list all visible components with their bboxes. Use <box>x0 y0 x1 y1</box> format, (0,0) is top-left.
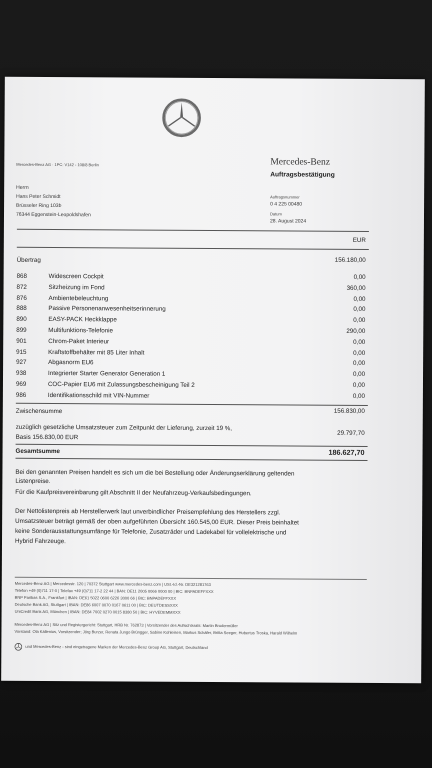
carryover-label: Übertrag <box>16 256 41 264</box>
item-price: 0,00 <box>353 295 366 303</box>
document-type: Auftragsbestätigung <box>270 171 335 179</box>
footer-registry: Mercedes-Benz AG | Sitz und Registergericht: Stuttgart, HRB Nr. 762873 | Vorsitzender des Aufsichtsrats: Martin Brudermüller <box>14 621 238 629</box>
footer-bank-bnp: BNP Paribas S.A., Frankfurt | IBAN: DE61 5022 0600 6226 3000 66 | BIC: BNPADEFFXXX <box>14 594 177 601</box>
item-price: 0,00 <box>353 349 366 357</box>
paragraph-netprice-line4: Hybrid Fahrzeuge. <box>14 537 66 546</box>
mercedes-star-logo <box>161 98 201 138</box>
item-description: EASY-PACK Heckklappe <box>48 316 117 324</box>
footer-board: Vorstand: Ola Källenius, Vorsitzender; Jörg Burzer, Renata Jungo Brüngger, Sabine Kohleisen, Markus Schäfer, Britta Seeger, Hubertus Troska, Harald Wilhelm <box>14 628 298 636</box>
footer-bank-deutsche: Deutsche Bank AG, Stuttgart | IBAN: DE86 6007 0070 0167 0611 00 | BIC: DEUTDESSXXX <box>14 601 178 608</box>
item-price: 0,00 <box>352 392 365 400</box>
item-code: 901 <box>16 337 27 345</box>
table-header-rule <box>17 247 369 250</box>
vat-rule <box>16 444 368 447</box>
item-description: Integrierter Starter Generator Generation 1 <box>48 370 166 378</box>
paragraph-netprice-line1: Der Nettolistenpreis ab Herstellerwerk laut unverbindlicher Preisempfehlung des Herstellers zzgl. <box>15 507 281 517</box>
item-description: Widescreen Cockpit <box>48 272 104 281</box>
vat-value: 29.797,70 <box>337 429 365 437</box>
item-code: 938 <box>16 369 27 378</box>
recipient-street: Brüsseler Ring 103b <box>16 202 62 210</box>
paragraph-terms: Für die Kaufpreisvereinbarung gilt Abschnitt II der Neufahrzeug-Verkaufsbedingungen. <box>15 488 252 498</box>
item-description: Chrom-Paket Interieur <box>48 337 110 346</box>
total-value: 186.627,70 <box>328 447 365 457</box>
item-price: 0,00 <box>352 381 365 389</box>
total-rule <box>16 458 368 461</box>
sender-line: Mercedes-Benz AG · 1PC: V142 - 108/8 Berlin <box>16 161 99 168</box>
item-code: 927 <box>16 359 27 367</box>
item-price: 0,00 <box>353 273 366 281</box>
item-description: Sitzheizung im Fond <box>48 283 105 292</box>
item-price: 0,00 <box>353 317 366 325</box>
vat-label: zuzüglich gesetzliche Umsatzsteuer zum Zeitpunkt der Lieferung, zurzeit 19 %, <box>15 423 233 433</box>
item-price: 360,00 <box>346 284 366 292</box>
item-description: Passive Personenanwesenheitserinnerung <box>48 305 166 314</box>
total-label: Gesamtsumme <box>15 447 60 456</box>
date-label: Datum <box>270 211 282 217</box>
item-code: 899 <box>16 326 27 334</box>
recipient-salutation: Herrn <box>16 184 29 191</box>
table-top-rule <box>17 229 369 232</box>
paragraph-prices-line2: Listenpreise. <box>15 477 51 486</box>
item-code: 876 <box>16 294 27 302</box>
item-price: 0,00 <box>353 338 366 346</box>
item-code: 915 <box>16 348 27 356</box>
item-price: 0,00 <box>352 371 366 379</box>
footer-rule <box>15 577 367 580</box>
mercedes-star-small-icon <box>14 643 22 651</box>
footer-bank-unicredit: UniCredit Bank AG, München | IBAN: DE84 7002 0270 0015 8380 50 | BIC: HYVEDEMMXXX <box>14 608 181 615</box>
footer-address: Mercedes-Benz AG | Mercedesstr. 120 | 70372 Stuttgart www.mercedes-benz.com | USt.-Id.-Nr. DE321281763 <box>14 580 211 587</box>
brand-wordmark: Mercedes-Benz <box>270 157 330 168</box>
order-number: 0 4 225 00480 <box>270 201 303 208</box>
item-code: 986 <box>15 391 27 399</box>
carryover-value: 156.180,00 <box>334 256 366 264</box>
footer-trademark: und Mercedes-Benz - sind eingetragene Marken der Mercedes-Benz Group AG, Stuttgart, Deutschland <box>25 643 208 650</box>
order-confirmation-document <box>1 77 425 684</box>
paragraph-prices-line1: Bei den genannten Preisen handelt es sich um die bei Bestellung oder Änderungserklärung geltenden <box>15 468 295 478</box>
subtotal-label: Zwischensumme <box>15 407 63 416</box>
recipient-name: Hans Peter Schmidt <box>16 193 61 201</box>
order-number-label: Auftragsnummer <box>270 194 300 200</box>
order-date: 28. August 2024 <box>269 218 307 225</box>
vat-base: Basis 156.830,00 EUR <box>15 433 79 442</box>
item-description: Multifunktions-Telefonie <box>48 326 113 335</box>
item-price: 0,00 <box>353 360 366 368</box>
item-code: 872 <box>16 283 27 291</box>
item-description: COC-Papier EU6 mit Zulassungsbescheinigung Teil 2 <box>47 380 195 389</box>
item-code: 890 <box>16 315 27 324</box>
subtotal-value: 156.830,00 <box>333 407 365 415</box>
items-rule <box>16 403 368 406</box>
currency-header: EUR <box>352 236 366 244</box>
item-description: Kraftstoffbehälter mit 85 Liter Inhalt <box>48 348 145 357</box>
item-code: 888 <box>16 305 27 313</box>
item-code: 969 <box>15 380 27 388</box>
item-code: 868 <box>16 272 27 280</box>
item-description: Ambientebeleuchtung <box>48 294 109 302</box>
recipient-city: 76344 Eggenstein-Leopoldshafen <box>15 211 91 219</box>
paragraph-netprice-line2: Umsatzsteuer beträgt gemäß der oben aufgeführten Übersicht 160.545,00 EUR. Dieser Preis beinhaltet <box>15 517 299 527</box>
item-description: Identifikationsschild mit VIN-Nummer <box>47 391 150 400</box>
item-price: 0,00 <box>353 306 366 314</box>
footer-phone: Telefon +49 (0)711 17-0 | Telefax +49 (0)711 17-2 22 44 | BAN: DE11 2005 0066 0000 00 | BIC: BNPADEFFXXX <box>14 587 214 595</box>
item-price: 290,00 <box>346 327 366 335</box>
item-description: Abgasnorm EU6 <box>48 359 94 367</box>
paragraph-netprice-line3: keine Sonderausstattungsumfänge für Telefonie, Zusatzräder und Ladekabel für vollelektrische und <box>15 527 287 537</box>
